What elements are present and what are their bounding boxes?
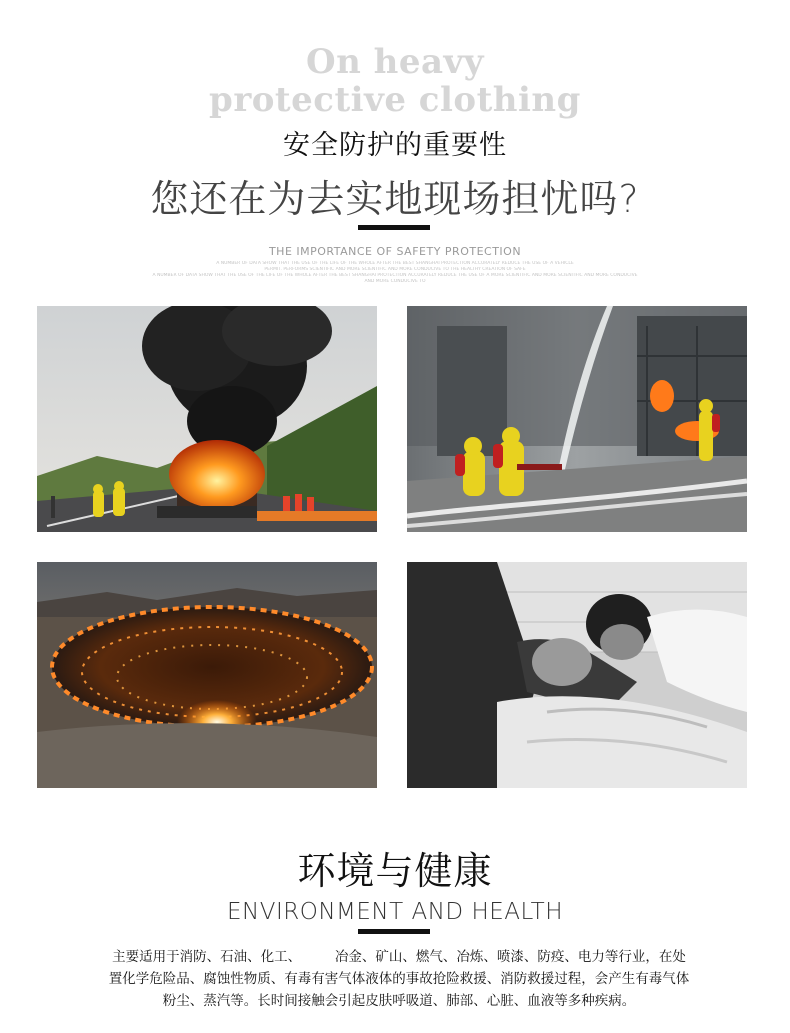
section-title: 环境与健康 (297, 849, 493, 893)
section-body-text (44, 946, 754, 1012)
hazmat-firefighters-photo (407, 306, 747, 532)
fine-print-line-3: A NUMBER OF DATA SHOW THAT THE USE OF THE LIFE OF THE WHOLE AFTER THE BEST SHANGHAI PROTECTION ACCURATELY REDUCE THE USE OF A MORE SCIENTIFIC AND MORE SCIENTIFIC AND MORE CONDUCIVE (152, 273, 638, 278)
page-subtitle: 您还在为去实地现场担忧吗? (150, 177, 640, 221)
truck-fire-photo (37, 306, 377, 532)
fine-print-line-1: A NUMBER OF DATA SHOW THAT THE USE OF THE LIFE OF THE WHOLE AFTER THE BEST SHANGHAI PROTECTION ACCURATELY REDUCE THE USE OF A VEHICLE (216, 261, 574, 266)
body-line-2: 置化学危险品、腐蚀性物质、有毒有害气体液体的事故抢险救援、消防救援过程，会产生有毒气体 (108, 971, 690, 987)
fine-print-line-2: PERMIT. PERFORMS SCIENTIFIC AND MORE SCIENTIFIC AND MORE CONDUCIVE TO THE HEALTHY CREATION OF SAFE (264, 267, 526, 272)
hospital-patient-photo (407, 562, 747, 788)
fine-print-line-4: AND MORE CONDUCIVE TO (364, 279, 426, 284)
english-title-line-2: protective clothing (209, 80, 581, 120)
burning-crater-photo (37, 562, 377, 788)
body-line-1: 主要适用于消防、石油、化工、 冶金、矿山、燃气、冶炼、喷漆、防疫、电力等行业，在处 (112, 949, 686, 965)
page-title: 安全防护的重要性 (283, 130, 507, 161)
title-divider (358, 225, 430, 230)
section-divider (358, 929, 430, 934)
section-english-title: ENVIRONMENT AND HEALTH (227, 899, 563, 925)
english-title-line-1: On heavy (305, 42, 485, 82)
english-subtitle: THE IMPORTANCE OF SAFETY PROTECTION (268, 245, 522, 258)
body-line-3: 粉尘、蒸汽等。长时间接触会引起皮肤呼吸道、肺部、心脏、血液等多种疾病。 (162, 993, 636, 1009)
